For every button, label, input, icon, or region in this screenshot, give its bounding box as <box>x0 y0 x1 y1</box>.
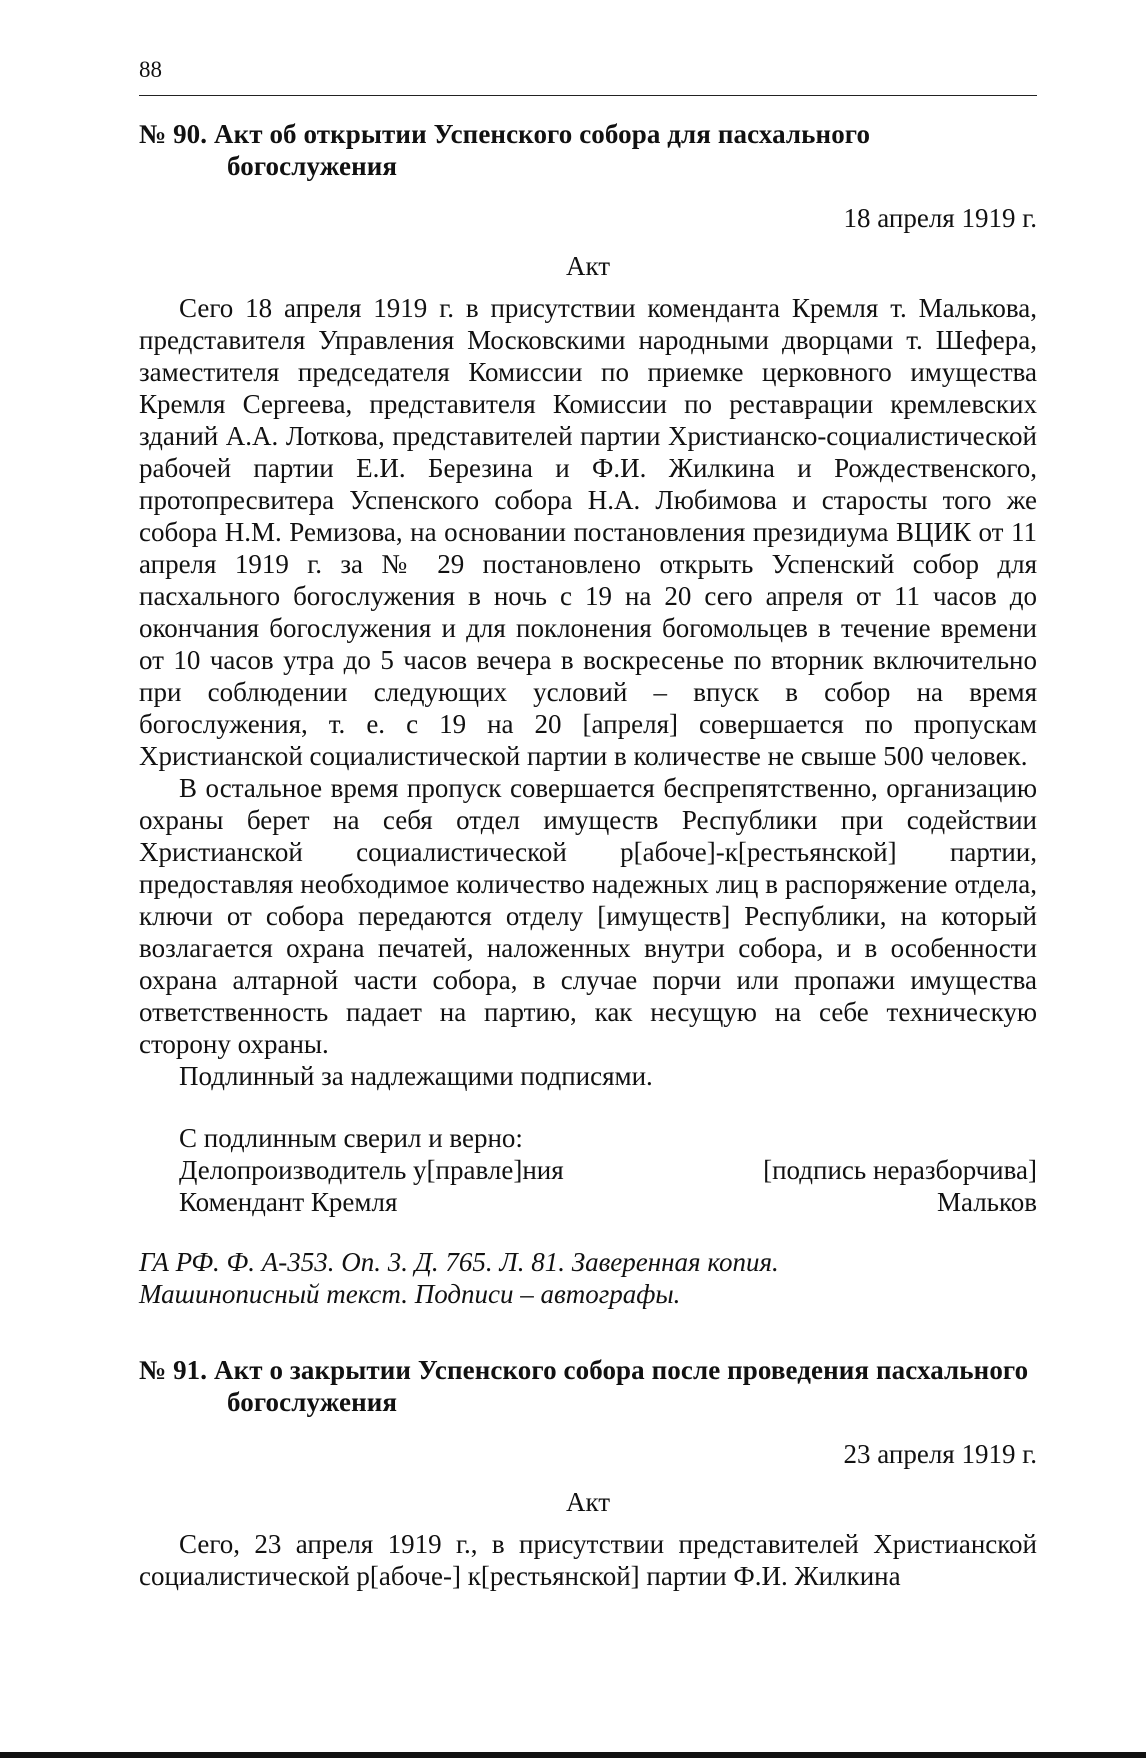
document-date: 18 апреля 1919 г. <box>843 203 1037 233</box>
document-title: № 90. Акт об открытии Успенского собора для пасхального богослужения <box>139 119 871 181</box>
paragraph: Сего 18 апреля 1919 г. в присутствии коменданта Кремля т. Малькова, представителя Управления Московскими народными дворцами т. Шефера, заместителя председателя Комиссии по приемке церковного имущества Кремля Сергеева, представителя Комиссии по реставрации кремлевских зданий А.А. Лоткова, представителей партии Христианско-социалистической рабочей партии Е.И. Березина и Ф.И. Жилкина и Рождественского, протопресвитера Успенского собора Н.А. Любимова и старосты того же собора Н.М. Ремизова, на основании постановления президиума ВЦИК от 11 апреля 1919 г. за № 29 постановлено открыть Успенский собор для пасхального богослужения в ночь с 19 на 20 сего апреля от 11 часов до окончания богослужения и для поклонения богомольцев в течение времени от 10 часов утра до 5 часов вечера в воскресенье по вторник включительно при соблюдении следующих условий – впуск в собор на время богослужения, т. е. с 19 на 20 [апреля] совершается по пропускам Христианской социалистической партии в количестве не свыше 500 человек. <box>139 293 1037 771</box>
signature-row <box>139 1186 1037 1218</box>
signatory-name: Мальков <box>936 1187 1037 1217</box>
archival-source <box>139 1246 1037 1310</box>
header-rule <box>139 95 1037 96</box>
signature-row <box>139 1154 1037 1186</box>
signature-block <box>139 1122 1037 1218</box>
document-90 <box>139 118 1037 1310</box>
paragraph: Подлинный за надлежащими подписями. <box>179 1061 653 1091</box>
document-heading: Акт <box>565 251 611 281</box>
page-number: 88 <box>139 57 162 82</box>
paragraph: В остальное время пропуск совершается беспрепятственно, организацию охраны берет на себя отдел имуществ Республики при содействии Христианской социалистической р[абоче]-к[рестьянской] партии, предоставляя необходимое количество надежных лиц в распоряжение отдела, ключи от собора передаются отделу [имуществ] Республики, на который возлагается охрана печатей, наложенных внутри собора, и в особенности охрана алтарной части собора, в случае порчи или пропажи имущества ответственность падает на партию, как несущую на себе техническую сторону охраны. <box>139 773 1037 1059</box>
document-date: 23 апреля 1919 г. <box>843 1439 1037 1469</box>
document-91 <box>139 1354 1037 1592</box>
signatory-name: [подпись неразборчива] <box>763 1155 1037 1185</box>
verification-note: С подлинным сверил и верно: <box>179 1123 523 1153</box>
signatory-role: Делопроизводитель у[правле]ния <box>179 1155 564 1185</box>
source-line: ГА РФ. Ф. А-353. Оп. 3. Д. 765. Л. 81. Заверенная копия. <box>139 1247 779 1277</box>
signatory-role: Комендант Кремля <box>179 1187 398 1217</box>
book-page <box>139 40 1037 1592</box>
source-line: Машинописный текст. Подписи – автографы. <box>139 1279 681 1309</box>
document-heading: Акт <box>565 1487 611 1517</box>
paragraph: Сего, 23 апреля 1919 г., в присутствии представителей Христианской социалистической р[абоче-] к[рестьянской] партии Ф.И. Жилкина <box>139 1529 1037 1591</box>
scan-edge <box>0 1752 1146 1758</box>
document-title: № 91. Акт о закрытии Успенского собора после проведения пасхального богослужения <box>139 1355 1029 1417</box>
